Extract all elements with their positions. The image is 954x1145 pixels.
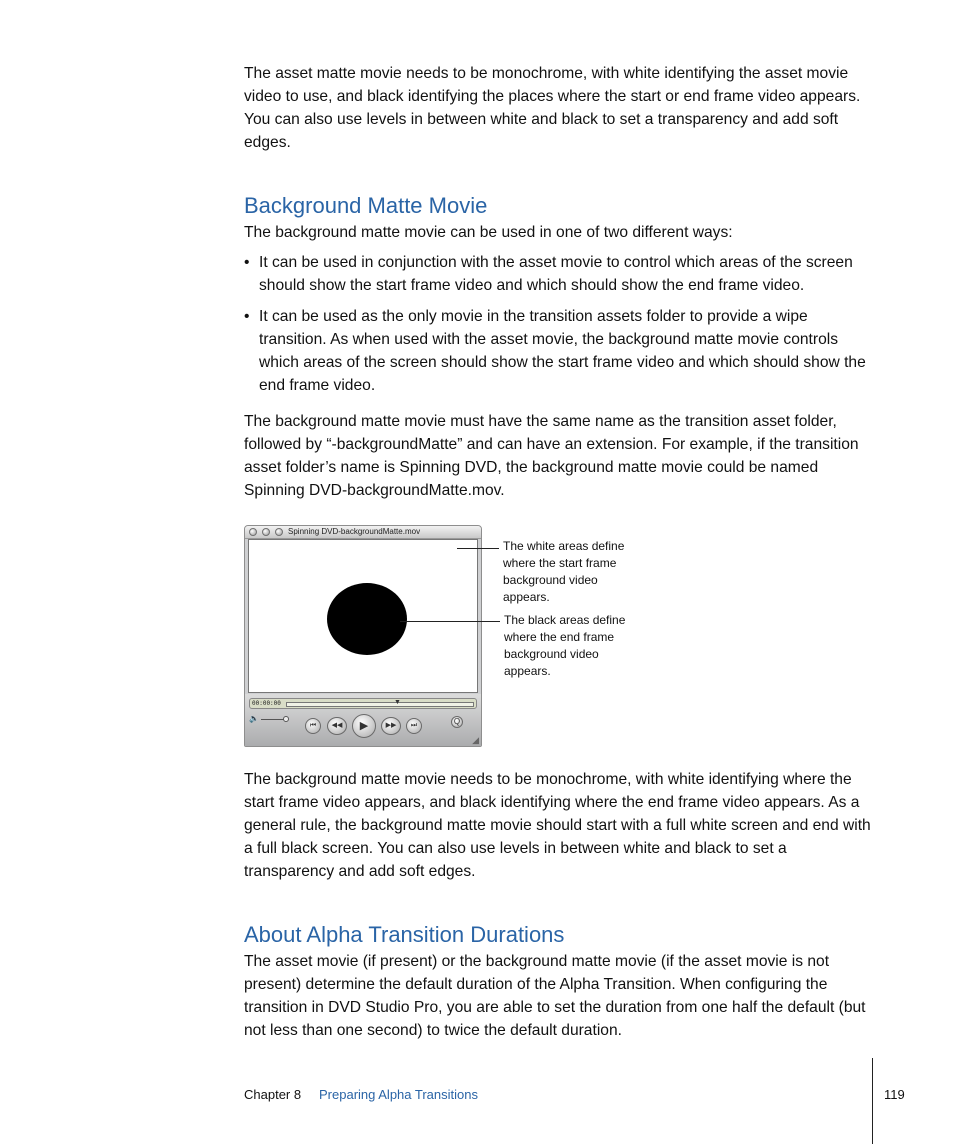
timecode-display: 00:00:00 — [252, 700, 281, 707]
go-to-end-button: ⏭ — [406, 718, 422, 734]
fast-forward-button: ▶▶ — [381, 717, 401, 735]
video-frame — [248, 539, 478, 693]
scrub-bar — [286, 702, 474, 707]
window-titlebar — [245, 526, 481, 539]
bullet-marker: • — [244, 308, 250, 325]
footer-divider — [872, 1058, 873, 1144]
section-lead-paragraph: The background matte movie can be used in one of two different ways: — [244, 224, 733, 241]
list-item — [244, 305, 876, 397]
player-controls — [245, 694, 481, 747]
rewind-button: ◀◀ — [327, 717, 347, 735]
intro-paragraph: The asset matte movie needs to be monochrome, with white identifying the asset movie video to use, and black identifying the places where the start or end frame video appears. You can also use levels in between white and black to set a transparency and add soft edges. — [244, 65, 861, 151]
bullet-text: It can be used in conjunction with the asset movie to control which areas of the screen should show the start frame video and which should show the end frame video. — [259, 254, 853, 294]
window-title: Spinning DVD-backgroundMatte.mov — [288, 527, 421, 536]
close-window-button — [249, 528, 257, 536]
quicktime-window-figure — [244, 525, 482, 747]
page-number: 119 — [884, 1087, 905, 1102]
zoom-window-button — [275, 528, 283, 536]
bullet-text: It can be used as the only movie in the transition assets folder to provide a wipe transition. As when used with the asset movie, the background matte movie controls which areas of the screen should show the start frame video and which should show the end frame video. — [259, 308, 866, 394]
footer-chapter-label: Chapter 8 — [244, 1087, 302, 1102]
durations-paragraph: The asset movie (if present) or the background matte movie (if the asset movie is not present) determine the default duration of the Alpha Transition. When configuring the transition in DVD Studio Pro, you are able to set the duration from one half the default (but not less than one second) to twice the default duration. — [244, 953, 866, 1039]
callout-black-areas: The black areas define where the end frame background video appears. — [504, 613, 626, 678]
naming-paragraph: The background matte movie must have the same name as the transition asset folder, followed by “-backgroundMatte” and can have an extension. For example, if the transition asset folder’s name is Spinning DVD, the background matte movie could be named Spinning DVD-backgroundMatte.mov. — [244, 413, 859, 499]
callout-white-areas: The white areas define where the start frame background video appears. — [503, 539, 625, 604]
list-item — [244, 251, 876, 297]
bullet-marker: • — [244, 254, 250, 271]
bullet-list — [244, 251, 876, 405]
minimize-window-button — [262, 528, 270, 536]
section-heading-alpha-transition-durations: About Alpha Transition Durations — [244, 922, 565, 947]
callout-leader-line-white — [457, 548, 499, 549]
volume-slider-knob — [283, 716, 289, 722]
black-matte-area — [327, 583, 407, 655]
go-to-start-button: ⏮ — [305, 718, 321, 734]
speaker-icon: 🔈 — [249, 714, 259, 723]
resize-grip-icon: ◢ — [472, 735, 479, 745]
playhead-icon: ▼ — [394, 699, 401, 706]
quicktime-logo-icon: Q — [451, 716, 463, 728]
footer-chapter-title: Preparing Alpha Transitions — [319, 1087, 478, 1102]
play-button: ▶ — [352, 714, 376, 738]
after-figure-paragraph: The background matte movie needs to be monochrome, with white identifying where the start frame video appears, and black identifying where the end frame video appears. As a general rule, the background matte movie should start with a full white screen and end with a full black screen. You can also use levels in between white and black to set a transparency and add soft edges. — [244, 771, 871, 880]
callout-leader-line-black — [400, 621, 500, 622]
timeline-track — [249, 698, 477, 709]
section-heading-background-matte-movie: Background Matte Movie — [244, 193, 488, 218]
